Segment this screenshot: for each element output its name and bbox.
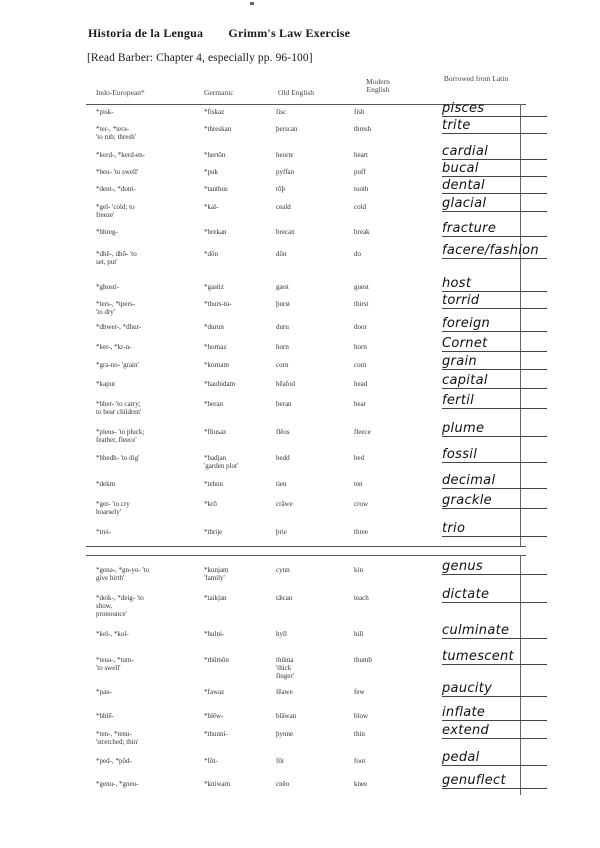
cell-indo-european: *dekm [96, 480, 116, 488]
cell-latin-borrowing: pedal [442, 751, 547, 766]
cell-indo-european: *dhwer-, *dhur- [96, 323, 142, 331]
cell-modern-english: bed [354, 454, 365, 462]
cell-old-english: crāwe [276, 500, 293, 508]
cell-germanic: *tanthus [204, 185, 228, 193]
reading-assignment: [Read Barber: Chapter 4, especially pp. 96-100] [87, 52, 313, 64]
cell-modern-english: thirst [354, 300, 369, 308]
cell-latin-borrowing: fossil [442, 448, 547, 463]
cell-modern-english: bear [354, 400, 367, 408]
cell-old-english: gæst [276, 283, 289, 291]
cell-old-english: ceald [276, 203, 291, 211]
cell-latin-borrowing: paucity [442, 682, 547, 697]
cell-indo-european: *ter-, *terə- 'to rub; thresh' [96, 125, 136, 141]
cell-germanic: *hornaz [204, 343, 227, 351]
cell-germanic: *thrije [204, 528, 223, 536]
cell-latin-borrowing: trite [442, 119, 547, 134]
cell-indo-european: *dhē-, dhō- 'to set, put' [96, 250, 137, 266]
cell-modern-english: tooth [354, 185, 369, 193]
cell-germanic: *fliusaz [204, 428, 227, 436]
cell-germanic: *haubidam [204, 380, 236, 388]
cell-latin-borrowing: grain [442, 355, 547, 370]
cell-latin-borrowing: foreign [442, 317, 547, 332]
cell-modern-english: corn [354, 361, 367, 369]
cell-latin-borrowing: dental [442, 179, 547, 194]
cell-indo-european: *pleus- 'to pluck; feather, fleece' [96, 428, 145, 444]
exercise-title: Grimm's Law Exercise [228, 26, 351, 40]
cell-old-english: dōn [276, 250, 287, 258]
cell-germanic: *thunni- [204, 730, 228, 738]
cell-latin-borrowing: tumescent [442, 650, 547, 665]
cell-old-english: þynne [276, 730, 294, 738]
cell-germanic: *threskan [204, 125, 232, 133]
cell-indo-european: *kerd-, *kerd-en- [96, 151, 145, 159]
cell-old-english: fisc [276, 108, 287, 116]
cell-old-english: cnēo [276, 780, 290, 788]
col-header-modern-english: Modern English [366, 77, 390, 94]
cell-modern-english: hill [354, 630, 364, 638]
cell-latin-borrowing: genus [442, 560, 547, 575]
cell-latin-borrowing: glacial [442, 197, 547, 212]
cell-latin-borrowing: inflate [442, 706, 547, 721]
cell-old-english: tien [276, 480, 287, 488]
cell-modern-english: teach [354, 594, 369, 602]
cell-modern-english: thin [354, 730, 365, 738]
cell-indo-european: *ger- 'to cry hoarsely' [96, 500, 130, 516]
cell-old-english: blāwan [276, 712, 297, 720]
cell-latin-borrowing: facere/fashion [442, 244, 547, 259]
cell-latin-borrowing: extend [442, 724, 547, 739]
cell-latin-borrowing: grackle [442, 494, 547, 509]
cell-old-english: fēawe [276, 688, 293, 696]
cell-indo-european: *genə-, *gn-yo- 'to give birth' [96, 566, 150, 582]
cell-indo-european: *pisk- [96, 108, 114, 116]
cell-old-english: tǣcan [276, 594, 293, 602]
col-header-latin: Borrowed from Latin [443, 74, 509, 83]
cell-old-english: hēafod [276, 380, 296, 388]
cell-old-english: þurst [276, 300, 290, 308]
cell-germanic: *thūmōn [204, 656, 229, 664]
cell-indo-european: *grə-no- 'grain' [96, 361, 139, 369]
cell-modern-english: thresh [354, 125, 372, 133]
cell-latin-borrowing: trio [442, 522, 547, 537]
cell-germanic: *beran [204, 400, 224, 408]
cell-modern-english: do [354, 250, 361, 258]
cell-modern-english: door [354, 323, 367, 331]
cell-indo-european: *bhreg- [96, 228, 118, 236]
cell-indo-european: *ped-, *pōd- [96, 757, 132, 765]
cell-latin-borrowing: host [442, 277, 547, 292]
cell-modern-english: ten [354, 480, 363, 488]
cell-latin-borrowing: decimal [442, 474, 547, 489]
cell-germanic: *durun [204, 323, 224, 331]
cell-old-english: heorte [276, 151, 294, 159]
cell-indo-european: *teuə-, *tum- 'to swell' [96, 656, 134, 672]
cell-old-english: duru [276, 323, 289, 331]
cell-germanic: *fawaz [204, 688, 225, 696]
cell-old-english: horn [276, 343, 289, 351]
cell-latin-borrowing: bucal [442, 162, 547, 177]
cell-modern-english: fish [354, 108, 365, 116]
cell-indo-european: *deik-, *deig- 'to show, pronounce' [96, 594, 144, 618]
cell-germanic: *dōn [204, 250, 218, 258]
cell-indo-european: *ten-, *tenu- 'stretched; thin' [96, 730, 139, 746]
cell-latin-borrowing: pisces [442, 102, 547, 117]
cell-old-english: þerscan [276, 125, 298, 133]
cell-latin-borrowing: fertil [442, 394, 547, 409]
cell-modern-english: horn [354, 343, 367, 351]
cell-germanic: *badjan 'garden plot' [204, 454, 239, 470]
cell-germanic: *brekan [204, 228, 227, 236]
cell-indo-european: *bhlē- [96, 712, 114, 720]
col-header-old-english: Old English [278, 88, 315, 97]
cell-indo-european: *gel- 'cold; to freeze' [96, 203, 135, 219]
cell-latin-borrowing: cardial [442, 145, 547, 160]
cell-germanic: *kniwam [204, 780, 231, 788]
cell-old-english: brecan [276, 228, 295, 236]
cell-modern-english: break [354, 228, 370, 236]
cell-indo-european: *ghosti- [96, 283, 119, 291]
cell-latin-borrowing: plume [442, 422, 547, 437]
cell-germanic: *tehun [204, 480, 224, 488]
cell-indo-european: *pau- [96, 688, 112, 696]
cell-latin-borrowing: dictate [442, 588, 547, 603]
cell-modern-english: few [354, 688, 365, 696]
cell-germanic: *fōt- [204, 757, 218, 765]
cell-old-english: hyll [276, 630, 287, 638]
table-bottom-rule [86, 546, 526, 547]
cell-old-english: corn [276, 361, 289, 369]
cell-modern-english: foot [354, 757, 366, 765]
cell-germanic: *thurs-tu- [204, 300, 232, 308]
cell-latin-borrowing: fracture [442, 222, 547, 237]
cell-old-english: flēos [276, 428, 290, 436]
cell-old-english: þrie [276, 528, 287, 536]
cell-latin-borrowing: torrid [442, 294, 547, 309]
cell-germanic: *puk [204, 168, 218, 176]
cell-modern-english: thumb [354, 656, 372, 664]
cell-germanic: *krō [204, 500, 217, 508]
cell-modern-english: cold [354, 203, 367, 211]
cell-modern-english: guest [354, 283, 369, 291]
col-header-germanic: Germanic [204, 88, 234, 97]
cell-latin-borrowing: Cornet [442, 337, 547, 352]
course-title: Historia de la Lengua [88, 26, 204, 40]
cell-modern-english: fleece [354, 428, 371, 436]
cell-old-english: pyffan [276, 168, 295, 176]
cell-old-english: fōt [276, 757, 284, 765]
cell-germanic: *kornam [204, 361, 229, 369]
cell-modern-english: heart [354, 151, 368, 159]
cell-latin-borrowing: culminate [442, 624, 547, 639]
cell-germanic: *taikjan [204, 594, 227, 602]
cell-indo-european: *kaput [96, 380, 116, 388]
cell-indo-european: *ters-, *tpers- 'to dry' [96, 300, 135, 316]
cell-indo-european: *genu-, *gneu- [96, 780, 139, 788]
scan-artifact [250, 2, 254, 5]
cell-modern-english: head [354, 380, 368, 388]
cell-indo-european: *bher- 'to carry; to bear children' [96, 400, 142, 416]
cell-old-english: tōþ [276, 185, 285, 193]
section-top-rule [86, 555, 526, 556]
cell-indo-european: *bhedh- 'to dig' [96, 454, 140, 462]
cell-modern-english: kin [354, 566, 363, 574]
cell-germanic: *fiskaz [204, 108, 225, 116]
cell-germanic: *blēw- [204, 712, 224, 720]
cell-modern-english: three [354, 528, 368, 536]
cell-modern-english: knee [354, 780, 368, 788]
cell-modern-english: crow [354, 500, 368, 508]
cell-germanic: *hertōn [204, 151, 226, 159]
cell-latin-borrowing: genuflect [442, 774, 547, 789]
col-header-pie: Indo-European* [96, 88, 145, 97]
cell-indo-european: *kel-, *kol- [96, 630, 129, 638]
cell-indo-european: *dent-, *dont- [96, 185, 136, 193]
cell-old-english: thūma 'thick finger' [276, 656, 294, 680]
cell-old-english: beran [276, 400, 292, 408]
cell-germanic: *hulni- [204, 630, 225, 638]
cell-indo-european: *ker-, *kr-n- [96, 343, 132, 351]
cell-old-english: cynn [276, 566, 290, 574]
cell-modern-english: blow [354, 712, 368, 720]
cell-latin-borrowing: capital [442, 374, 547, 389]
cell-modern-english: puff [354, 168, 366, 176]
cell-germanic: *kal- [204, 203, 219, 211]
page-header [88, 26, 350, 41]
cell-indo-european: *beu- 'to swell' [96, 168, 139, 176]
cell-germanic: *kunjam 'family' [204, 566, 229, 582]
cell-germanic: *gastiz [204, 283, 224, 291]
cell-indo-european: *trei- [96, 528, 112, 536]
cell-old-english: bedd [276, 454, 290, 462]
